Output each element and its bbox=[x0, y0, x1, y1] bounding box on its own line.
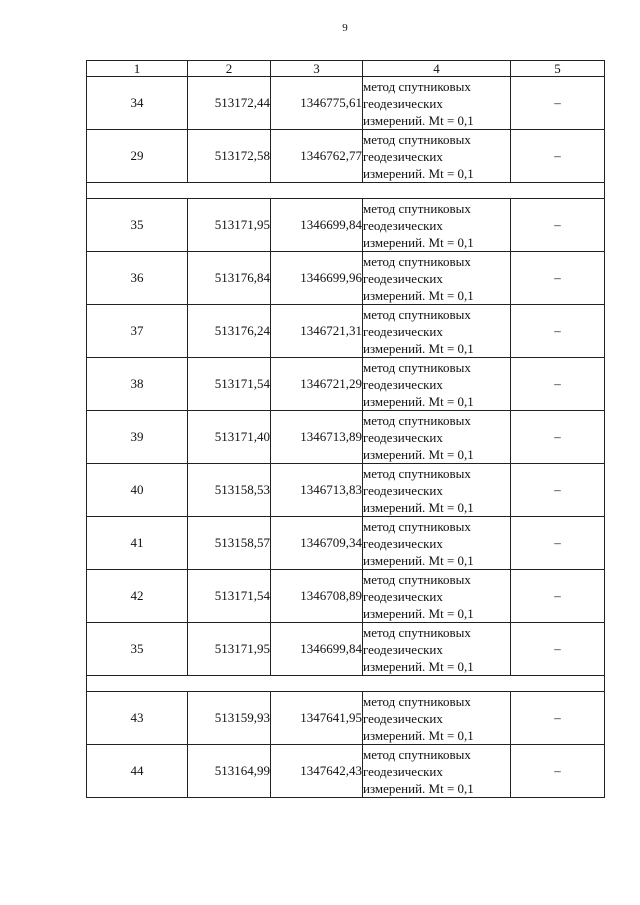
method-line: измерений. Mt = 0,1 bbox=[363, 552, 474, 568]
y-coordinate-cell: 1346713,89 bbox=[271, 411, 363, 464]
group-separator-row bbox=[87, 183, 605, 199]
method-cell bbox=[363, 745, 511, 798]
point-number-cell: 41 bbox=[87, 517, 188, 570]
method-line: геодезических bbox=[363, 588, 443, 604]
x-coordinate-cell: 513164,99 bbox=[188, 745, 271, 798]
note-cell: – bbox=[511, 570, 605, 623]
note-cell: – bbox=[511, 464, 605, 517]
point-number-cell: 36 bbox=[87, 252, 188, 305]
method-line: метод спутниковых bbox=[363, 306, 471, 322]
method-cell bbox=[363, 77, 511, 130]
table-row bbox=[87, 130, 605, 183]
method-cell bbox=[363, 464, 511, 517]
note-cell: – bbox=[511, 130, 605, 183]
note-cell: – bbox=[511, 745, 605, 798]
y-coordinate-cell: 1346699,84 bbox=[271, 623, 363, 676]
table-row bbox=[87, 464, 605, 517]
method-line: измерений. Mt = 0,1 bbox=[363, 287, 474, 303]
y-coordinate-cell: 1347642,43 bbox=[271, 745, 363, 798]
method-line: метод спутниковых bbox=[363, 624, 471, 640]
method-cell bbox=[363, 692, 511, 745]
method-line: метод спутниковых bbox=[363, 571, 471, 587]
y-coordinate-cell: 1346708,89 bbox=[271, 570, 363, 623]
y-coordinate-cell: 1346709,34 bbox=[271, 517, 363, 570]
method-line: метод спутниковых bbox=[363, 412, 471, 428]
y-coordinate-cell: 1347641,95 bbox=[271, 692, 363, 745]
method-line: измерений. Mt = 0,1 bbox=[363, 112, 474, 128]
note-cell: – bbox=[511, 623, 605, 676]
x-coordinate-cell: 513171,95 bbox=[188, 199, 271, 252]
method-line: геодезических bbox=[363, 429, 443, 445]
method-line: геодезических bbox=[363, 710, 443, 726]
y-coordinate-cell: 1346721,29 bbox=[271, 358, 363, 411]
table-row bbox=[87, 411, 605, 464]
method-line: геодезических bbox=[363, 535, 443, 551]
table-row bbox=[87, 623, 605, 676]
method-line: геодезических bbox=[363, 95, 443, 111]
method-line: метод спутниковых bbox=[363, 746, 471, 762]
method-line: метод спутниковых bbox=[363, 359, 471, 375]
method-cell bbox=[363, 130, 511, 183]
x-coordinate-cell: 513171,54 bbox=[188, 570, 271, 623]
method-line: метод спутниковых bbox=[363, 518, 471, 534]
method-line: геодезических bbox=[363, 270, 443, 286]
note-cell: – bbox=[511, 305, 605, 358]
table-row bbox=[87, 745, 605, 798]
method-line: измерений. Mt = 0,1 bbox=[363, 658, 474, 674]
method-line: метод спутниковых bbox=[363, 78, 471, 94]
method-line: измерений. Mt = 0,1 bbox=[363, 780, 474, 796]
point-number-cell: 40 bbox=[87, 464, 188, 517]
method-line: геодезических bbox=[363, 376, 443, 392]
method-line: измерений. Mt = 0,1 bbox=[363, 393, 474, 409]
header-row bbox=[87, 61, 605, 77]
header-cell-2: 2 bbox=[188, 61, 271, 77]
note-cell: – bbox=[511, 517, 605, 570]
method-line: метод спутниковых bbox=[363, 131, 471, 147]
header-cell-1: 1 bbox=[87, 61, 188, 77]
x-coordinate-cell: 513158,53 bbox=[188, 464, 271, 517]
y-coordinate-cell: 1346775,61 bbox=[271, 77, 363, 130]
group-separator-row bbox=[87, 676, 605, 692]
point-number-cell: 37 bbox=[87, 305, 188, 358]
method-line: измерений. Mt = 0,1 bbox=[363, 234, 474, 250]
x-coordinate-cell: 513158,57 bbox=[188, 517, 271, 570]
method-line: измерений. Mt = 0,1 bbox=[363, 727, 474, 743]
method-line: геодезических bbox=[363, 217, 443, 233]
coordinates-table bbox=[86, 60, 605, 798]
header-cell-5: 5 bbox=[511, 61, 605, 77]
method-line: геодезических bbox=[363, 641, 443, 657]
table-row bbox=[87, 358, 605, 411]
y-coordinate-cell: 1346721,31 bbox=[271, 305, 363, 358]
note-cell: – bbox=[511, 358, 605, 411]
x-coordinate-cell: 513171,95 bbox=[188, 623, 271, 676]
method-cell bbox=[363, 305, 511, 358]
table-row bbox=[87, 199, 605, 252]
method-line: геодезических bbox=[363, 763, 443, 779]
method-cell bbox=[363, 358, 511, 411]
note-cell: – bbox=[511, 411, 605, 464]
note-cell: – bbox=[511, 252, 605, 305]
method-line: метод спутниковых bbox=[363, 253, 471, 269]
point-number-cell: 29 bbox=[87, 130, 188, 183]
page-number: 9 bbox=[342, 22, 348, 34]
method-cell bbox=[363, 570, 511, 623]
method-line: измерений. Mt = 0,1 bbox=[363, 165, 474, 181]
y-coordinate-cell: 1346699,84 bbox=[271, 199, 363, 252]
separator-cell bbox=[87, 676, 605, 692]
point-number-cell: 39 bbox=[87, 411, 188, 464]
method-line: метод спутниковых bbox=[363, 693, 471, 709]
table-row bbox=[87, 305, 605, 358]
note-cell: – bbox=[511, 692, 605, 745]
separator-cell bbox=[87, 183, 605, 199]
x-coordinate-cell: 513159,93 bbox=[188, 692, 271, 745]
table-row bbox=[87, 252, 605, 305]
x-coordinate-cell: 513176,24 bbox=[188, 305, 271, 358]
method-line: измерений. Mt = 0,1 bbox=[363, 446, 474, 462]
x-coordinate-cell: 513176,84 bbox=[188, 252, 271, 305]
method-line: измерений. Mt = 0,1 bbox=[363, 499, 474, 515]
point-number-cell: 43 bbox=[87, 692, 188, 745]
note-cell: – bbox=[511, 199, 605, 252]
x-coordinate-cell: 513172,58 bbox=[188, 130, 271, 183]
point-number-cell: 38 bbox=[87, 358, 188, 411]
method-cell bbox=[363, 517, 511, 570]
x-coordinate-cell: 513171,40 bbox=[188, 411, 271, 464]
method-cell bbox=[363, 411, 511, 464]
method-line: геодезических bbox=[363, 148, 443, 164]
header-cell-4: 4 bbox=[363, 61, 511, 77]
table-body bbox=[87, 77, 605, 798]
y-coordinate-cell: 1346762,77 bbox=[271, 130, 363, 183]
method-cell bbox=[363, 252, 511, 305]
method-line: геодезических bbox=[363, 482, 443, 498]
note-cell: – bbox=[511, 77, 605, 130]
y-coordinate-cell: 1346713,83 bbox=[271, 464, 363, 517]
point-number-cell: 42 bbox=[87, 570, 188, 623]
x-coordinate-cell: 513172,44 bbox=[188, 77, 271, 130]
method-line: измерений. Mt = 0,1 bbox=[363, 605, 474, 621]
method-line: геодезических bbox=[363, 323, 443, 339]
y-coordinate-cell: 1346699,96 bbox=[271, 252, 363, 305]
table-row bbox=[87, 517, 605, 570]
point-number-cell: 35 bbox=[87, 623, 188, 676]
method-line: метод спутниковых bbox=[363, 465, 471, 481]
point-number-cell: 44 bbox=[87, 745, 188, 798]
point-number-cell: 34 bbox=[87, 77, 188, 130]
method-line: метод спутниковых bbox=[363, 200, 471, 216]
x-coordinate-cell: 513171,54 bbox=[188, 358, 271, 411]
header-cell-3: 3 bbox=[271, 61, 363, 77]
table-row bbox=[87, 692, 605, 745]
method-cell bbox=[363, 199, 511, 252]
method-cell bbox=[363, 623, 511, 676]
method-line: измерений. Mt = 0,1 bbox=[363, 340, 474, 356]
table-row bbox=[87, 77, 605, 130]
table-row bbox=[87, 570, 605, 623]
point-number-cell: 35 bbox=[87, 199, 188, 252]
